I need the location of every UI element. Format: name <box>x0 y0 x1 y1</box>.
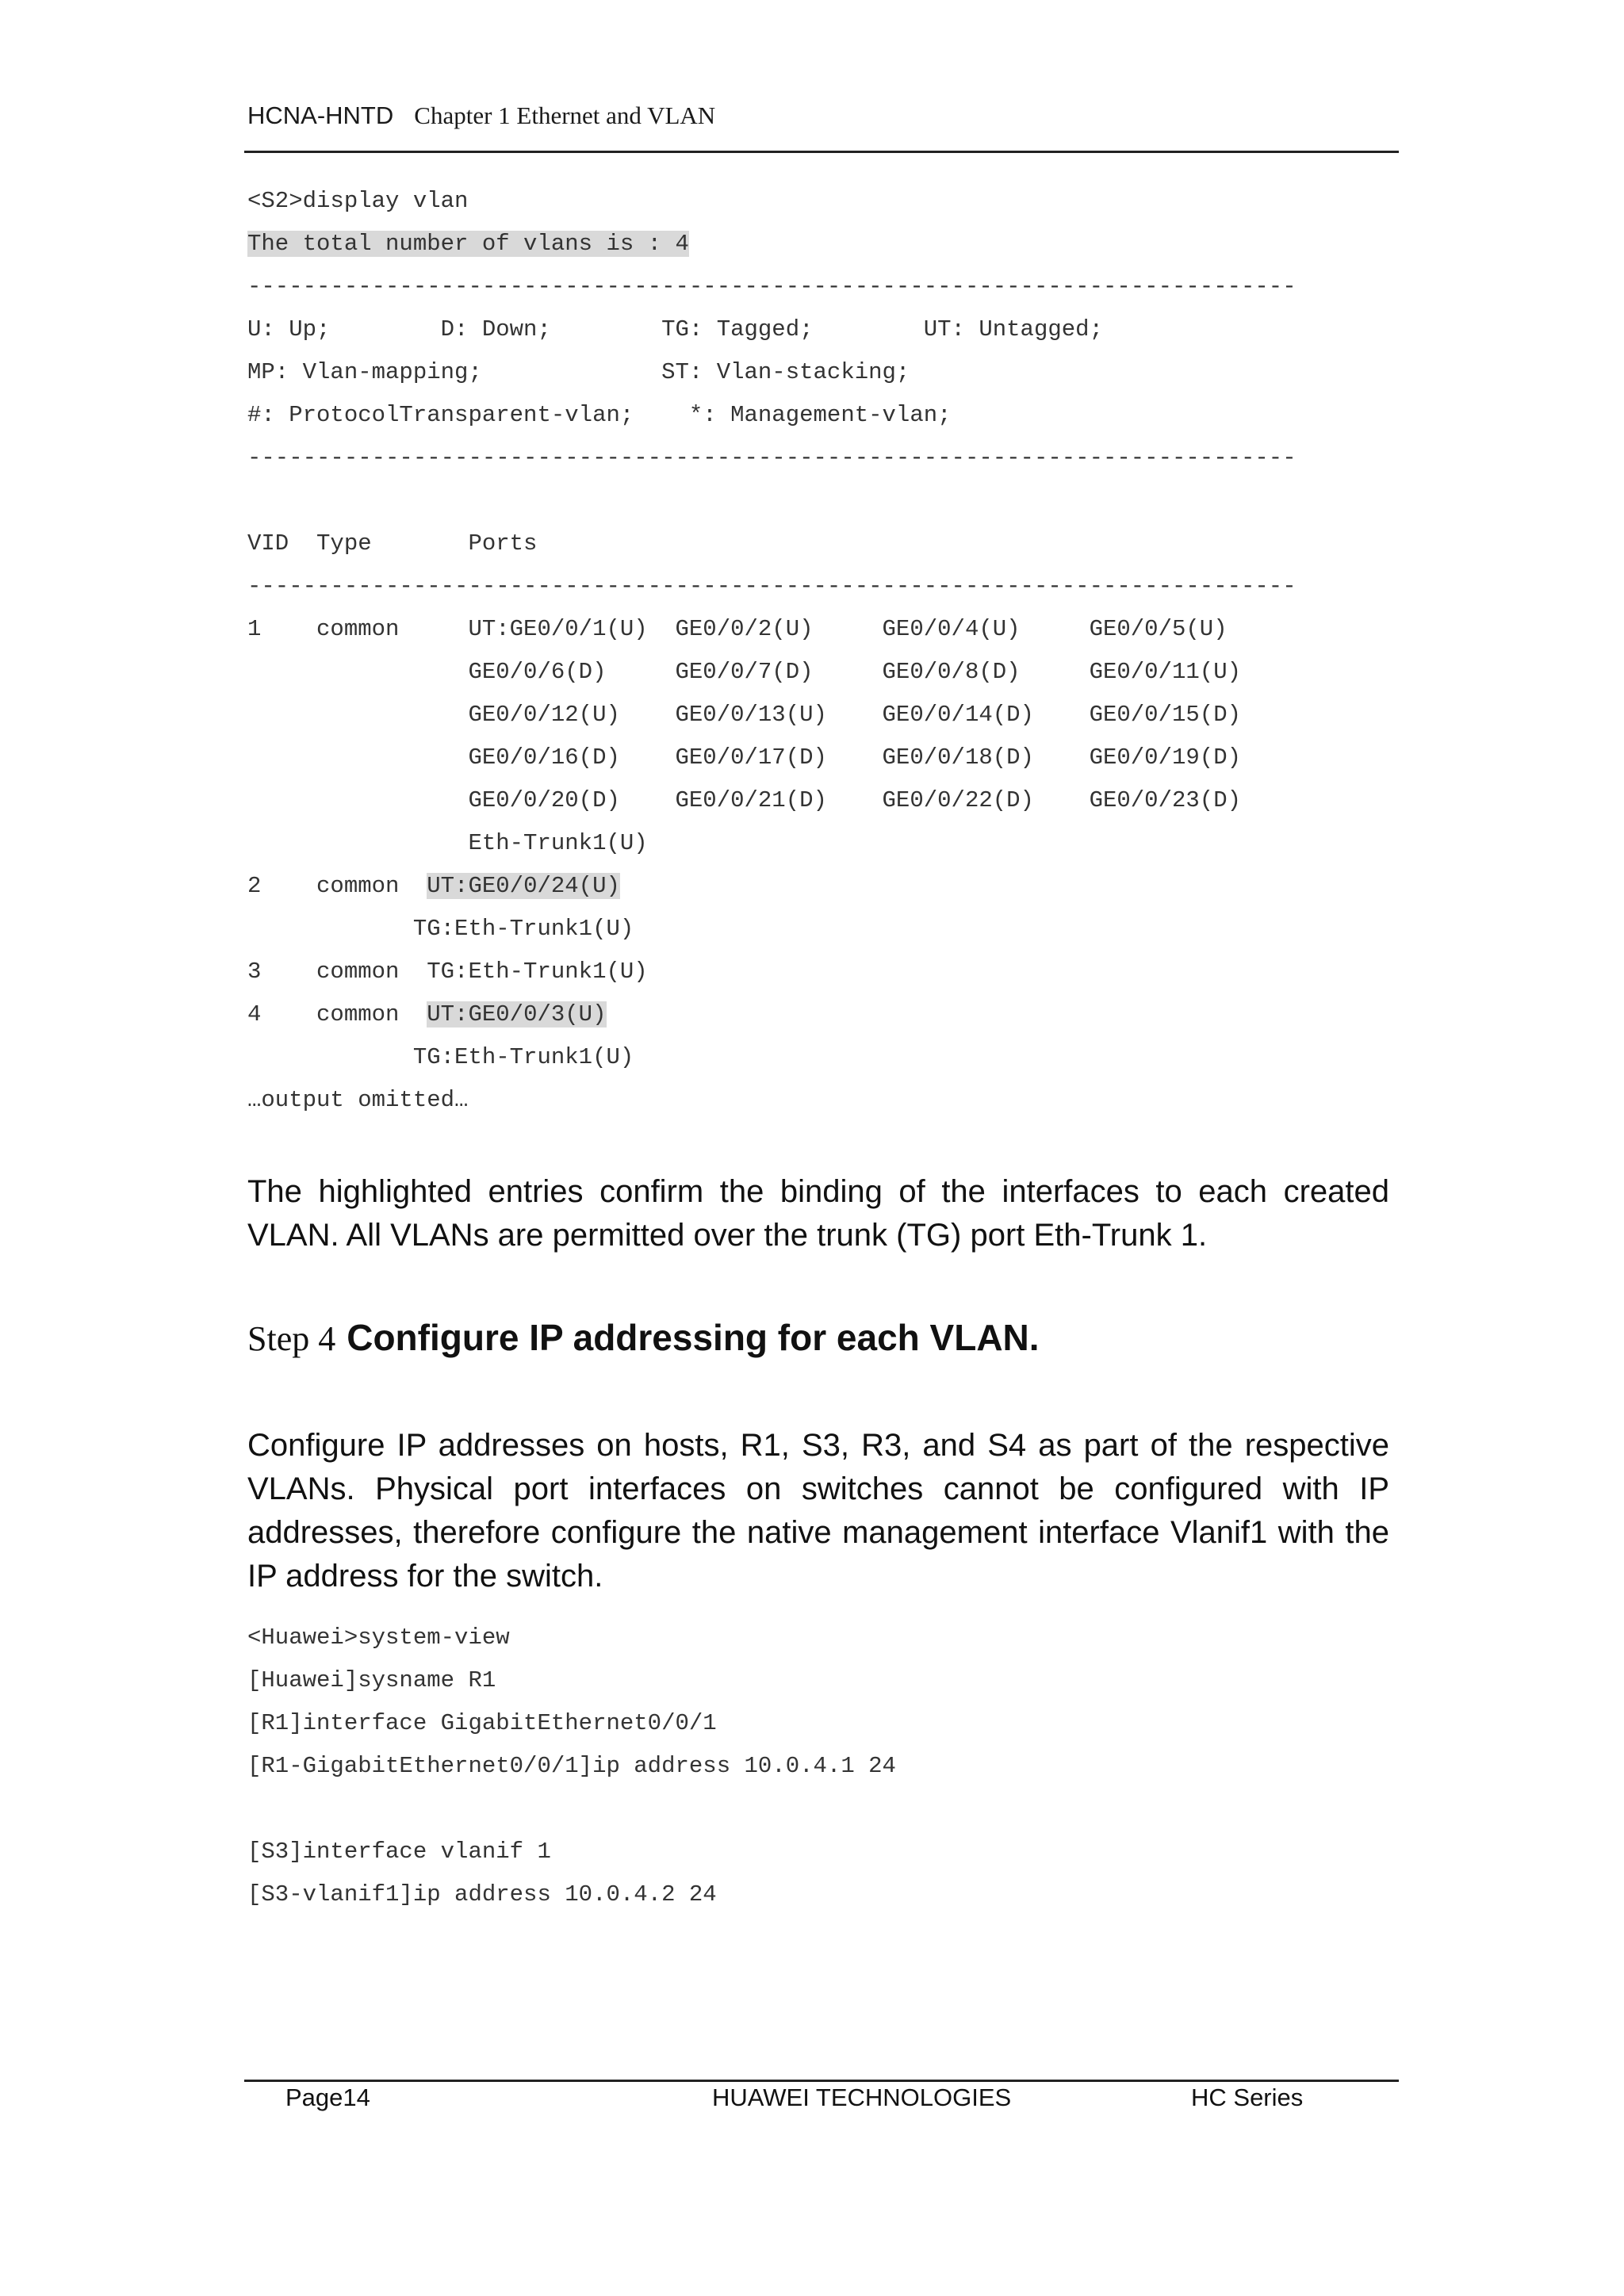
chapter-title: Chapter 1 Ethernet and VLAN <box>414 101 716 129</box>
step-heading <box>247 1316 1040 1359</box>
code-line: GE0/0/16(D) GE0/0/17(D) GE0/0/18(D) GE0/0/19(D) <box>247 744 1242 771</box>
document-code: HCNA-HNTD <box>247 101 394 129</box>
code-line: TG:Eth-Trunk1(U) <box>247 916 634 942</box>
code-line: …output omitted… <box>247 1087 469 1113</box>
code-line: [R1-GigabitEthernet0/0/1]ip address 10.0.4.1 24 <box>247 1753 896 1779</box>
code-prefix: 4 common <box>247 1001 427 1027</box>
code-line: ---------------------------------------------------------------------------- <box>247 274 1297 300</box>
footer-series: HC Series <box>1191 2084 1304 2111</box>
highlighted-entry: The total number of vlans is : 4 <box>247 231 689 257</box>
step-label: Step 4 <box>247 1319 336 1358</box>
header-rule <box>244 151 1399 153</box>
paragraph-ip-instructions: Configure IP addresses on hosts, R1, S3, R3, and S4 as part of the respective VLANs. Physical port interfaces on switches cannot be configured with IP addresses, therefore configure the native management interface Vlanif1 with the IP address for the switch. <box>247 1428 1389 1594</box>
code-line: ---------------------------------------------------------------------------- <box>247 445 1297 471</box>
page-header <box>247 101 1397 130</box>
paragraph-highlight-explanation: The highlighted entries confirm the binding of the interfaces to each created VLAN. All VLANs are permitted over the trunk (TG) port Eth-Trunk 1. <box>247 1174 1389 1253</box>
code-line <box>247 228 689 260</box>
page-number: Page14 <box>285 2084 370 2111</box>
code-line: [S3]interface vlanif 1 <box>247 1839 551 1865</box>
code-line: [R1]interface GigabitEthernet0/0/1 <box>247 1710 717 1736</box>
code-line: [S3-vlanif1]ip address 10.0.4.2 24 <box>247 1881 717 1908</box>
code-line: GE0/0/12(U) GE0/0/13(U) GE0/0/14(D) GE0/0/15(D) <box>247 702 1242 728</box>
step-title: Configure IP addressing for each VLAN. <box>347 1317 1040 1358</box>
code-line: <S2>display vlan <box>247 188 469 214</box>
code-line: Eth-Trunk1(U) <box>247 830 648 856</box>
code-line: [Huawei]sysname R1 <box>247 1667 496 1693</box>
code-prefix: 2 common <box>247 873 427 899</box>
code-line <box>247 871 620 902</box>
code-line: TG:Eth-Trunk1(U) <box>247 1044 634 1070</box>
code-line <box>247 999 607 1031</box>
footer-company: HUAWEI TECHNOLOGIES <box>712 2084 1012 2111</box>
code-line: VID Type Ports <box>247 530 538 557</box>
code-line: <Huawei>system-view <box>247 1624 510 1651</box>
highlighted-entry: UT:GE0/0/24(U) <box>427 873 620 899</box>
code-line: 1 common UT:GE0/0/1(U) GE0/0/2(U) GE0/0/4(U) GE0/0/5(U) <box>247 616 1228 642</box>
code-line: MP: Vlan-mapping; ST: Vlan-stacking; <box>247 359 910 385</box>
code-line: 3 common TG:Eth-Trunk1(U) <box>247 959 648 985</box>
code-line: GE0/0/20(D) GE0/0/21(D) GE0/0/22(D) GE0/0/23(D) <box>247 787 1242 813</box>
footer-rule <box>244 2080 1399 2082</box>
code-line: ---------------------------------------------------------------------------- <box>247 573 1297 599</box>
code-line: #: ProtocolTransparent-vlan; *: Management-vlan; <box>247 402 952 428</box>
code-line: GE0/0/6(D) GE0/0/7(D) GE0/0/8(D) GE0/0/11(U) <box>247 659 1242 685</box>
code-line: U: Up; D: Down; TG: Tagged; UT: Untagged; <box>247 316 1103 342</box>
highlighted-entry: UT:GE0/0/3(U) <box>427 1001 607 1027</box>
